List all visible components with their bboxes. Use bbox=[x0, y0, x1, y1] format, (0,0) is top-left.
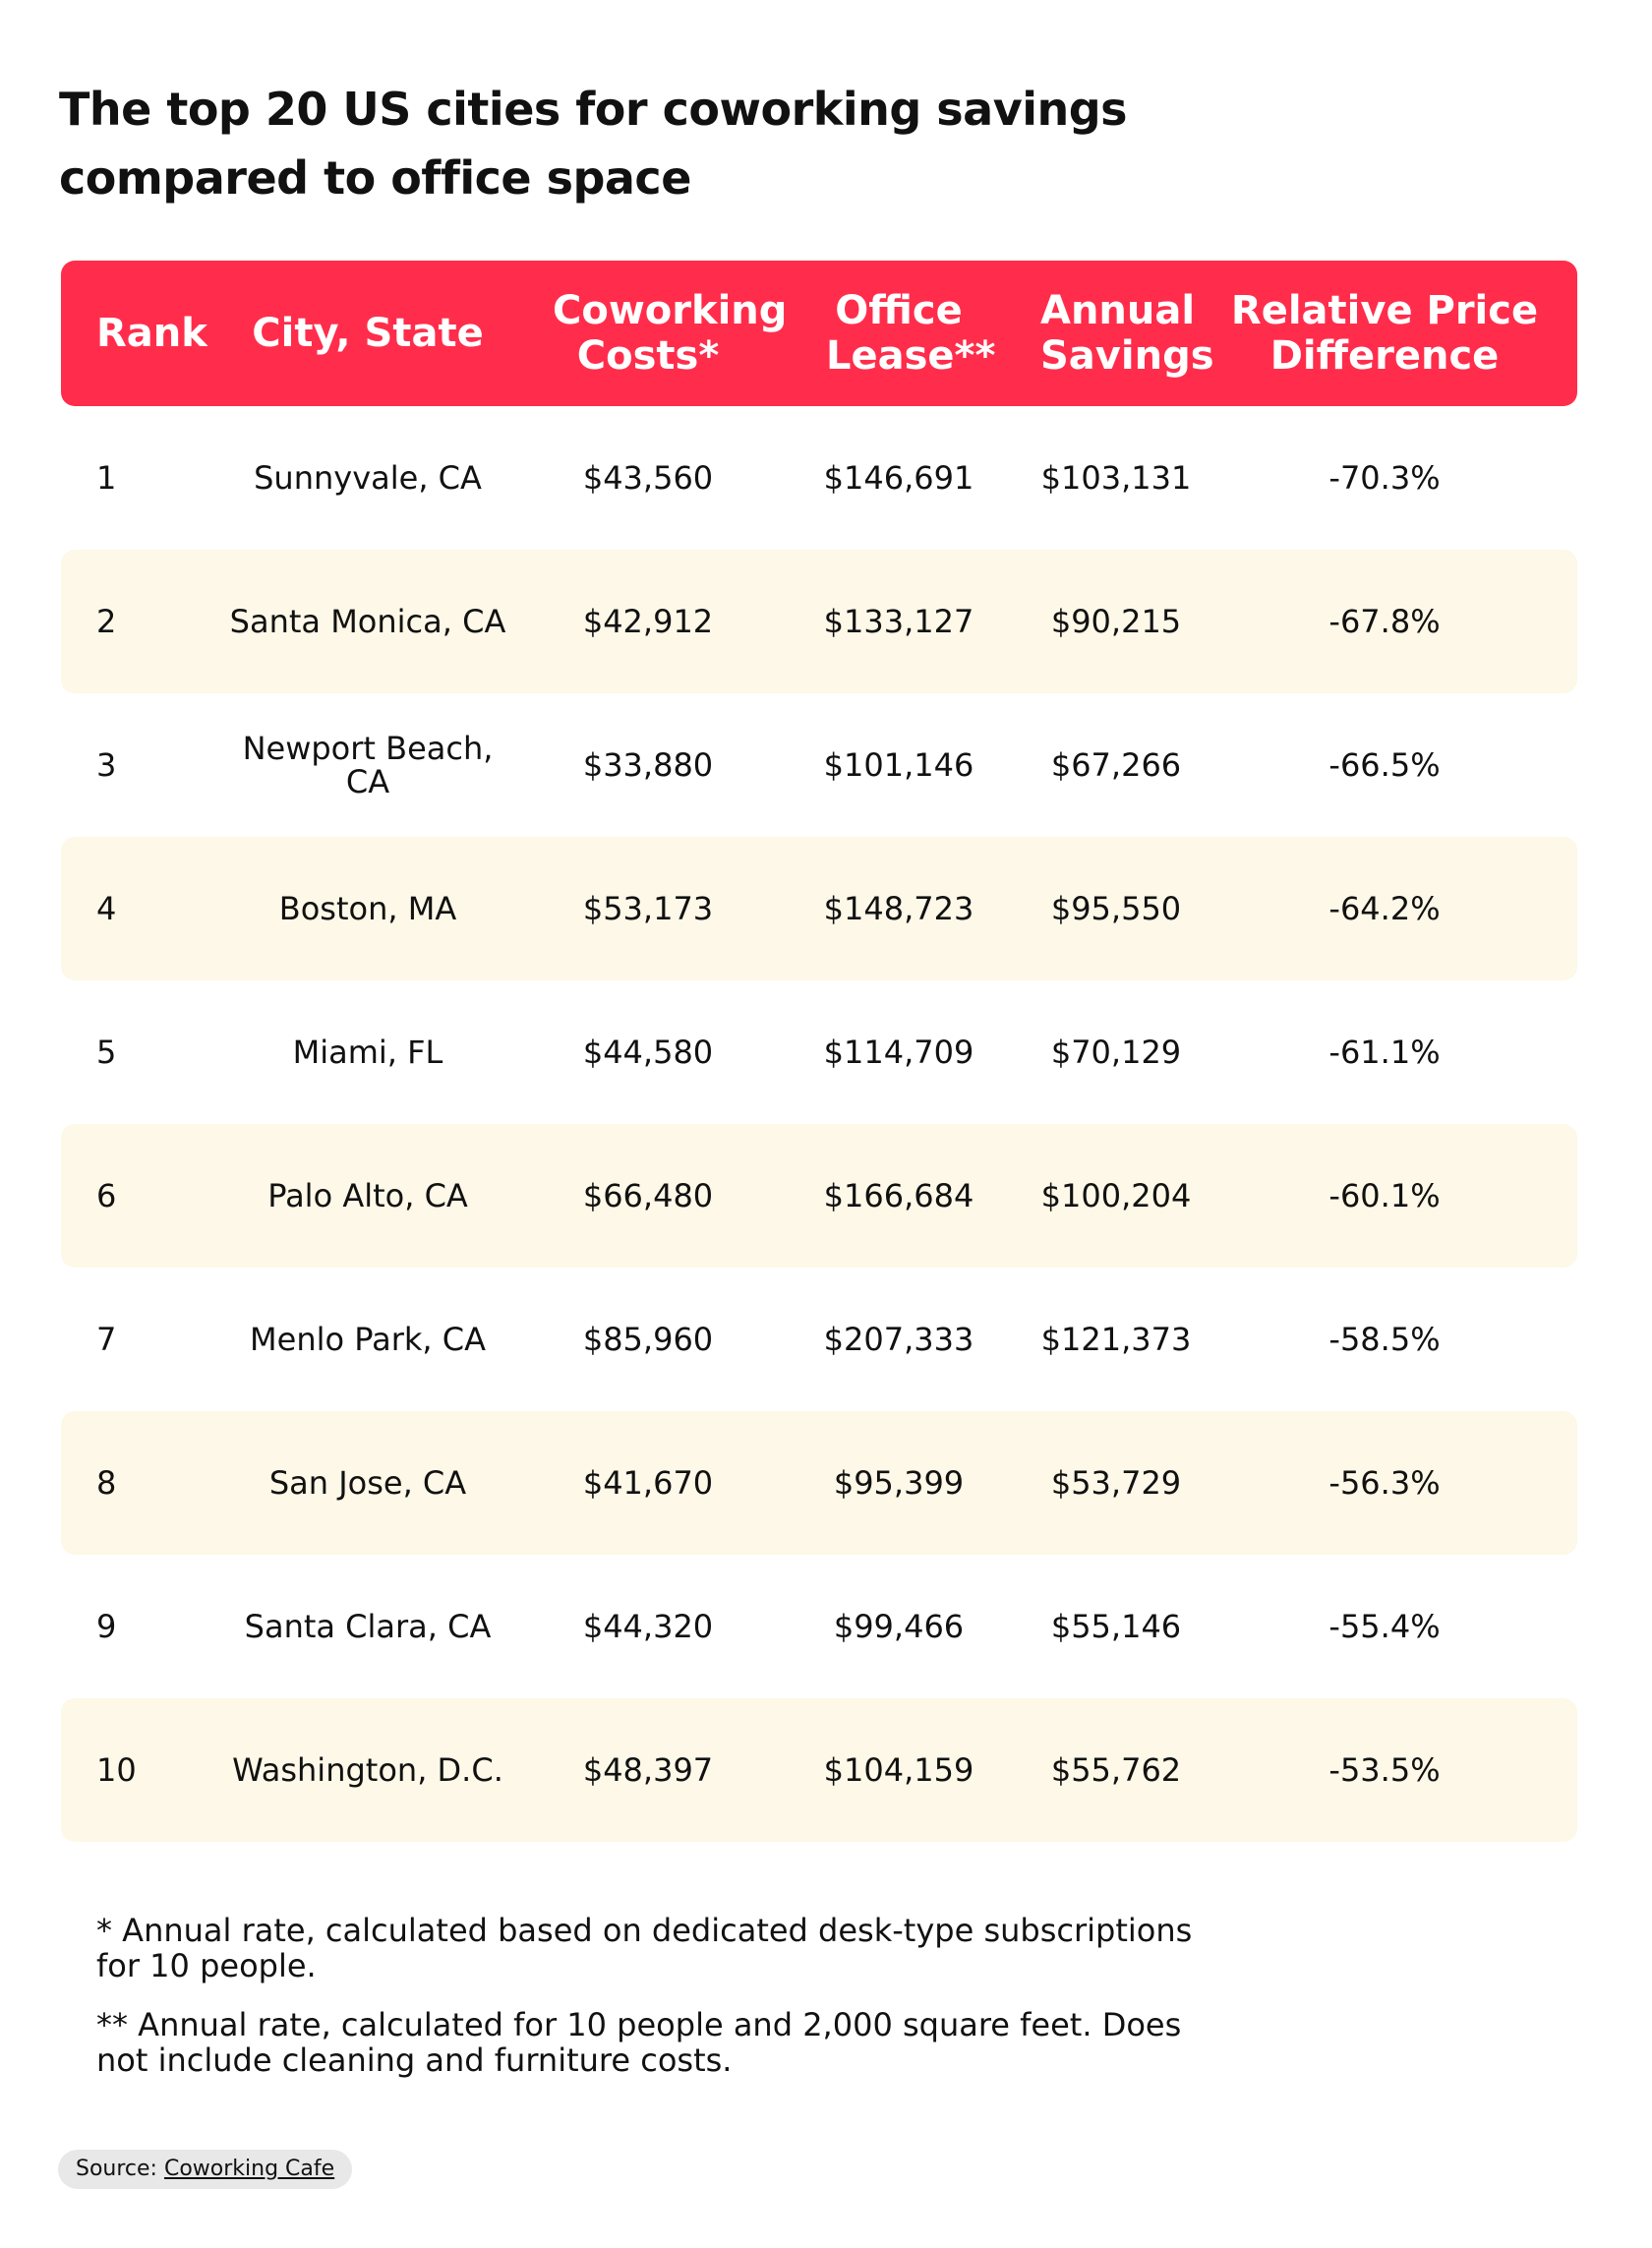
cell-coworking-costs: $44,320 bbox=[582, 1608, 714, 1645]
cell-rank: 3 bbox=[96, 746, 117, 784]
cell-coworking-costs: $48,397 bbox=[582, 1751, 714, 1789]
cell-relative-price-difference: -61.1% bbox=[1328, 1034, 1441, 1071]
cell-annual-savings: $55,146 bbox=[1050, 1608, 1182, 1645]
cell-rank: 7 bbox=[96, 1321, 117, 1358]
cell-coworking-costs: $66,480 bbox=[582, 1177, 714, 1214]
cell-office-lease: $104,159 bbox=[823, 1751, 974, 1789]
cell-annual-savings: $100,204 bbox=[1040, 1177, 1192, 1214]
header-city: City, State bbox=[252, 311, 484, 356]
cell-office-lease: $146,691 bbox=[823, 459, 974, 497]
header-coworking-costs: Coworking Costs* bbox=[553, 288, 788, 379]
cell-city: Washington, D.C. bbox=[232, 1751, 503, 1789]
cell-city: Newport Beach, CA bbox=[242, 730, 494, 800]
header-relative-price-difference: Relative Price Difference bbox=[1230, 288, 1539, 379]
table-row bbox=[61, 693, 1577, 837]
cell-coworking-costs: $44,580 bbox=[582, 1034, 714, 1071]
cell-annual-savings: $90,215 bbox=[1050, 603, 1182, 640]
cell-city: Sunnyvale, CA bbox=[254, 459, 482, 497]
cell-rank: 1 bbox=[96, 459, 117, 497]
footnotes bbox=[96, 1913, 1227, 2101]
header-rank: Rank bbox=[96, 311, 207, 356]
table-row bbox=[61, 837, 1577, 980]
table-header bbox=[61, 261, 1577, 406]
table-row bbox=[61, 1124, 1577, 1268]
header-office-lease: Office Lease** bbox=[826, 288, 996, 379]
cell-rank: 10 bbox=[96, 1751, 137, 1789]
savings-table bbox=[61, 261, 1577, 1842]
cell-relative-price-difference: -67.8% bbox=[1328, 603, 1441, 640]
cell-rank: 9 bbox=[96, 1608, 117, 1645]
cell-annual-savings: $67,266 bbox=[1050, 746, 1182, 784]
cell-relative-price-difference: -55.4% bbox=[1328, 1608, 1441, 1645]
table-row bbox=[61, 1268, 1577, 1411]
table-row bbox=[61, 1698, 1577, 1842]
cell-rank: 6 bbox=[96, 1177, 117, 1214]
cell-office-lease: $148,723 bbox=[823, 890, 974, 927]
cell-coworking-costs: $33,880 bbox=[582, 746, 714, 784]
table-row bbox=[61, 1411, 1577, 1555]
header-annual-savings: Annual Savings bbox=[1040, 288, 1214, 379]
cell-city: Miami, FL bbox=[292, 1034, 443, 1071]
cell-office-lease: $207,333 bbox=[823, 1321, 974, 1358]
cell-city: Santa Clara, CA bbox=[244, 1608, 492, 1645]
cell-coworking-costs: $53,173 bbox=[582, 890, 714, 927]
cell-relative-price-difference: -64.2% bbox=[1328, 890, 1441, 927]
cell-relative-price-difference: -58.5% bbox=[1328, 1321, 1441, 1358]
cell-coworking-costs: $42,912 bbox=[582, 603, 714, 640]
source-badge bbox=[58, 2150, 352, 2189]
cell-city: Menlo Park, CA bbox=[250, 1321, 486, 1358]
cell-relative-price-difference: -53.5% bbox=[1328, 1751, 1441, 1789]
page-title: The top 20 US cities for coworking savings compared to office space bbox=[59, 83, 1128, 205]
source-link[interactable]: Coworking Cafe bbox=[163, 2157, 335, 2181]
cell-relative-price-difference: -56.3% bbox=[1328, 1464, 1441, 1502]
cell-coworking-costs: $43,560 bbox=[582, 459, 714, 497]
cell-annual-savings: $95,550 bbox=[1050, 890, 1182, 927]
source-label: Source: bbox=[76, 2157, 157, 2181]
cell-relative-price-difference: -70.3% bbox=[1328, 459, 1441, 497]
cell-city: Santa Monica, CA bbox=[229, 603, 506, 640]
cell-rank: 8 bbox=[96, 1464, 117, 1502]
table-row bbox=[61, 1555, 1577, 1698]
footnote-office: ** Annual rate, calculated for 10 people and 2,000 square feet. Does not include cleaning and furniture costs. bbox=[96, 2006, 1182, 2079]
cell-coworking-costs: $85,960 bbox=[582, 1321, 714, 1358]
cell-office-lease: $114,709 bbox=[823, 1034, 974, 1071]
cell-office-lease: $133,127 bbox=[823, 603, 974, 640]
cell-city: Boston, MA bbox=[278, 890, 457, 927]
cell-city: Palo Alto, CA bbox=[267, 1177, 468, 1214]
cell-annual-savings: $103,131 bbox=[1040, 459, 1192, 497]
cell-relative-price-difference: -66.5% bbox=[1328, 746, 1441, 784]
cell-annual-savings: $70,129 bbox=[1050, 1034, 1182, 1071]
cell-annual-savings: $53,729 bbox=[1050, 1464, 1182, 1502]
cell-office-lease: $166,684 bbox=[823, 1177, 974, 1214]
table-row bbox=[61, 980, 1577, 1124]
cell-coworking-costs: $41,670 bbox=[582, 1464, 714, 1502]
cell-rank: 4 bbox=[96, 890, 117, 927]
cell-office-lease: $99,466 bbox=[833, 1608, 965, 1645]
cell-office-lease: $95,399 bbox=[833, 1464, 965, 1502]
cell-annual-savings: $55,762 bbox=[1050, 1751, 1182, 1789]
cell-relative-price-difference: -60.1% bbox=[1328, 1177, 1441, 1214]
cell-rank: 5 bbox=[96, 1034, 117, 1071]
table-row bbox=[61, 406, 1577, 550]
cell-annual-savings: $121,373 bbox=[1040, 1321, 1192, 1358]
table-row bbox=[61, 550, 1577, 693]
cell-city: San Jose, CA bbox=[268, 1464, 467, 1502]
cell-rank: 2 bbox=[96, 603, 117, 640]
cell-office-lease: $101,146 bbox=[823, 746, 974, 784]
footnote-coworking: * Annual rate, calculated based on dedicated desk-type subscriptions for 10 people. bbox=[96, 1912, 1193, 1984]
